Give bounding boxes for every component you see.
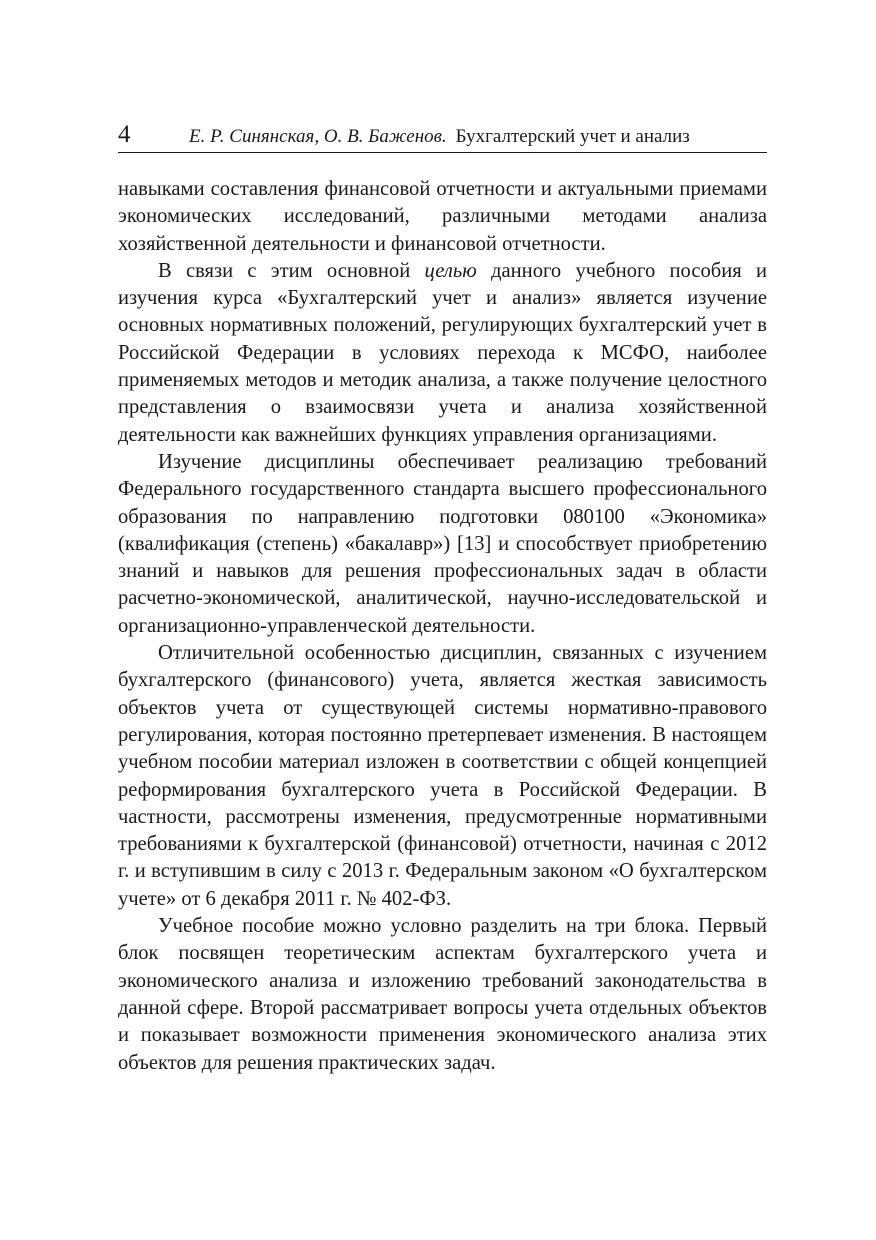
header-text <box>189 127 690 146</box>
paragraph-goal-end: данного учебного пособия и изучения курса «Бухгалтерский учет и анализ» является изучение основных нормативных положений, регулирующих бухгалтерский учет в Российской Федерации в условиях перехода к МСФО, наиболее применяемых методов и методик анализа, а также получение целостного представления о взаимосвязи учета и анализа хозяйственной деятельности как важнейших функциях управления организациями. <box>118 259 767 446</box>
page-number: 4 <box>118 121 131 148</box>
paragraph-standard: Изучение дисциплины обеспечивает реализацию требований Федерального государственного стандарта высшего профессионального образования по направлению подготовки 080100 «Экономика» (квалификация (степень) «бакалавр») [13] и способствует приобретению знаний и навыков для решения профессиональных задач в области расчетно-экономической, аналитической, научно-исследовательской и организационно-управленческой деятельности. <box>118 450 767 637</box>
paragraph-regulation: Отличительной особенностью дисциплин, связанных с изучением бухгалтерского (финансового) учета, является жесткая зависимость объектов учета от существующей системы нормативно-правового регулирования, которая постоянно претерпевает изменения. В настоящем учебном пособии материал изложен в соответствии с общей концепцией реформирования бухгалтерского учета в Российской Федерации. В частности, рассмотрены изменения, предусмотренные нормативными требованиями к бухгалтерской (финансовой) отчетности, начиная с 2012 г. и вступившим в силу с 2013 г. Федеральным законом «О бухгалтерском учете» от 6 декабря 2011 г. № 402-ФЗ. <box>118 642 767 910</box>
running-header <box>118 118 767 153</box>
paragraph-goal-start: В связи с этим основной <box>158 259 425 282</box>
paragraph-structure: Учебное пособие можно условно разделить на три блока. Первый блок посвящен теоретическим аспектам бухгалтерского учета и экономического анализа и изложению требований законодательства в данной сфере. Второй рассматривает вопросы учета отдельных объектов и показывает возможности применения экономического анализа этих объектов для решения практических задач. <box>118 915 767 1074</box>
paragraph-continuation: навыками составления финансовой отчетности и актуальными приемами экономических исследований, различными методами анализа хозяйственной деятельности и финансовой отчетности. <box>118 178 767 255</box>
header-authors: Е. Р. Синянская, О. В. Баженов. <box>189 126 447 147</box>
body-text <box>118 176 767 1077</box>
paragraph-goal <box>118 258 767 449</box>
header-book-title: Бухгалтерский учет и анализ <box>455 126 690 147</box>
emphasis-goal-word: целью <box>424 259 477 282</box>
